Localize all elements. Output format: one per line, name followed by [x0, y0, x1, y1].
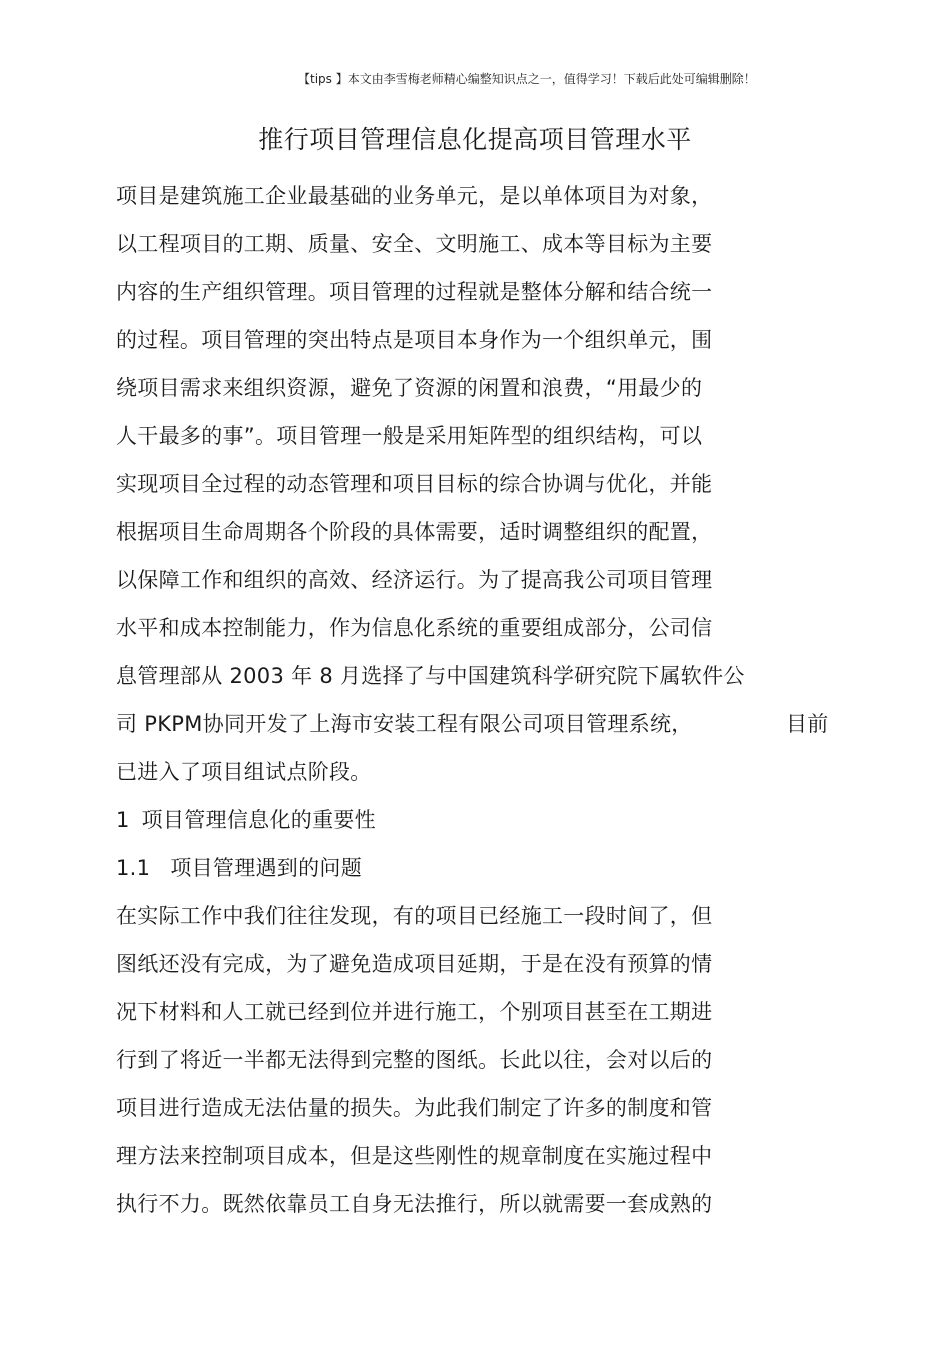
text-line: 项目是建筑施工企业最基础的业务单元，是以单体项目为对象， — [116, 184, 713, 208]
text-line-left: 司 PKPM协同开发了上海市安装工程有限公司项目管理系统， — [116, 712, 693, 736]
section-number: 1 — [116, 808, 130, 832]
text-line: 水平和成本控制能力，作为信息化系统的重要组成部分，公司信 — [116, 616, 713, 640]
text-line: 息管理部从 2003 年 8 月选择了与中国建筑科学研究院下属软件公 — [116, 664, 745, 688]
text-line: 根据项目生命周期各个阶段的具体需要，适时调整组织的配置， — [116, 520, 713, 544]
section-title: 项目管理信息化的重要性 — [141, 808, 376, 832]
text-line: 项目进行造成无法估量的损失。为此我们制定了许多的制度和管 — [116, 1096, 713, 1120]
section-title: 项目管理遇到的问题 — [170, 856, 363, 880]
text-line: 理方法来控制项目成本，但是这些刚性的规章制度在实施过程中 — [116, 1144, 713, 1168]
text-line: 以保障工作和组织的高效、经济运行。为了提高我公司项目管理 — [116, 568, 713, 592]
text-line: 人干最多的事”。项目管理一般是采用矩阵型的组织结构，可以 — [116, 424, 703, 448]
text-line-right: 目前 — [786, 712, 829, 736]
section-number: 1.1 — [116, 856, 151, 880]
text-line: 实现项目全过程的动态管理和项目目标的综合协调与优化，并能 — [116, 472, 713, 496]
text-line: 行到了将近一半都无法得到完整的图纸。长此以往，会对以后的 — [116, 1048, 713, 1072]
text-line: 已进入了项目组试点阶段。 — [116, 760, 372, 784]
text-line: 的过程。项目管理的突出特点是项目本身作为一个组织单元，围 — [116, 328, 713, 352]
text-line: 执行不力。既然依靠员工自身无法推行，所以就需要一套成熟的 — [116, 1192, 713, 1216]
text-line: 绕项目需求来组织资源，避免了资源的闲置和浪费，“用最少的 — [116, 376, 703, 400]
text-line: 内容的生产组织管理。项目管理的过程就是整体分解和结合统一 — [116, 280, 713, 304]
text-line: 在实际工作中我们往往发现，有的项目已经施工一段时间了，但 — [116, 904, 713, 928]
section-heading-1 — [116, 806, 376, 834]
header-tip: 【tips 】本文由李雪梅老师精心编整知识点之一，值得学习！下载后此处可编辑删除！ — [298, 72, 756, 86]
text-line: 图纸还没有完成，为了避免造成项目延期，于是在没有预算的情 — [116, 952, 713, 976]
page-title: 推行项目管理信息化提高项目管理水平 — [258, 125, 692, 154]
text-line: 以工程项目的工期、质量、安全、文明施工、成本等目标为主要 — [116, 232, 713, 256]
text-line: 况下材料和人工就已经到位并进行施工，个别项目甚至在工期进 — [116, 1000, 713, 1024]
text-line-with-right — [116, 710, 829, 738]
section-heading-1-1 — [116, 854, 362, 882]
